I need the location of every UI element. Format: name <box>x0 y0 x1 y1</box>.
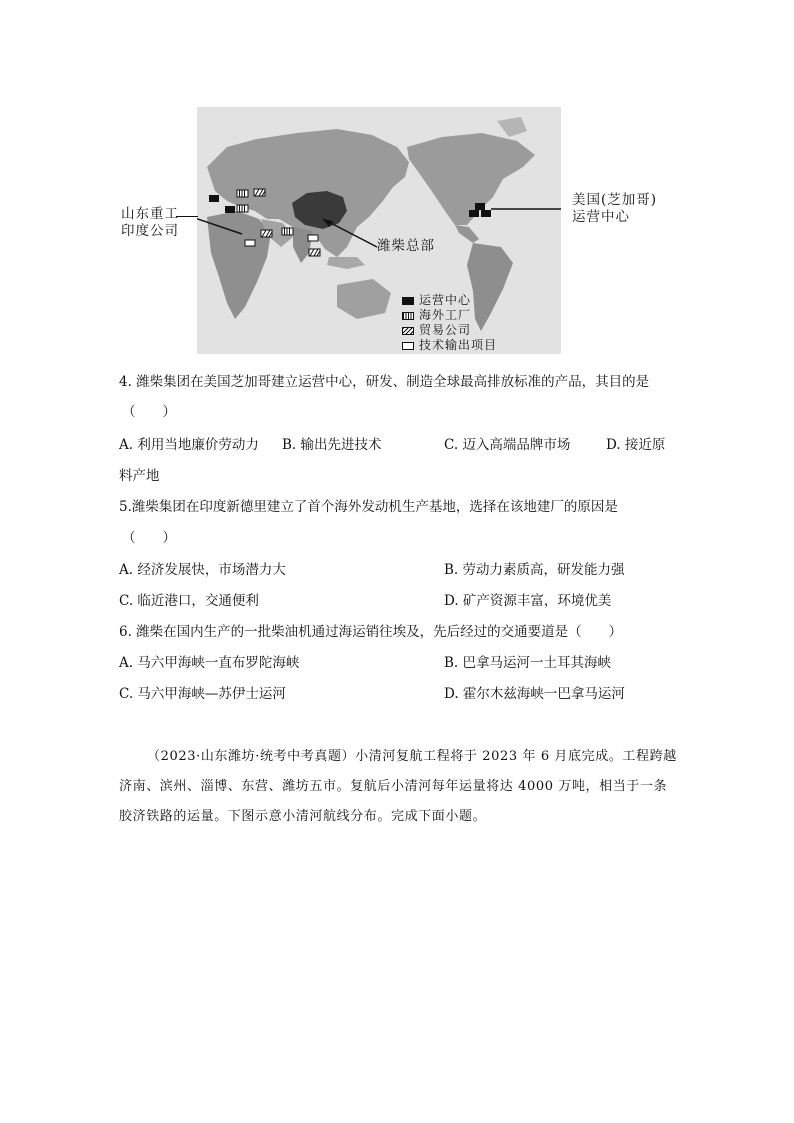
legend-item: 运营中心 <box>402 293 471 307</box>
india-company-label: 山东重工 印度公司 <box>121 206 179 239</box>
question-6-option-a[interactable]: A. 马六甲海峡一直布罗陀海峡 <box>119 655 300 671</box>
legend-item: 海外工厂 <box>402 308 471 322</box>
usa-center-label: 美国(芝加哥) 运营中心 <box>572 192 658 225</box>
question-5-stem: 5.潍柴集团在印度新德里建立了首个海外发动机生产基地，选择在该地建厂的原因是 <box>119 499 618 515</box>
question-4-stem: 4. 潍柴集团在美国芝加哥建立运营中心，研发、制造全球最高排放标准的产品，其目的是 <box>119 374 650 390</box>
question-5-option-a[interactable]: A. 经济发展快，市场潜力大 <box>119 562 286 578</box>
map-legend <box>402 289 522 353</box>
operation-center-marker <box>209 195 219 202</box>
operation-center-marker <box>469 210 479 217</box>
question-6-stem: 6. 潍柴在国内生产的一批柴油机通过海运销往埃及，先后经过的交通要道是（ ） <box>119 624 623 640</box>
striped-swatch-icon <box>402 312 414 320</box>
question-4-option-d-wrap: 料产地 <box>119 468 160 484</box>
trade-company-marker <box>254 189 265 196</box>
question-5-option-d[interactable]: D. 矿产资源丰富，环境优美 <box>444 593 612 609</box>
question-4-blank: （ ） <box>122 404 176 420</box>
legend-item: 贸易公司 <box>402 323 471 337</box>
world-map-figure <box>197 107 561 354</box>
operation-center-marker <box>475 203 485 210</box>
question-6-option-b[interactable]: B. 巴拿马运河一土耳其海峡 <box>444 655 612 671</box>
question-5-option-c[interactable]: C. 临近港口，交通便利 <box>119 593 259 609</box>
trade-company-marker <box>309 249 320 256</box>
hq-label: 潍柴总部 <box>377 238 435 254</box>
overseas-factory-marker <box>237 205 248 212</box>
overseas-factory-marker <box>237 190 248 197</box>
question-4-option-a[interactable]: A. 利用当地廉价劳动力 <box>119 437 259 453</box>
operation-center-marker <box>225 206 235 213</box>
question-5-option-b[interactable]: B. 劳动力素质高，研发能力强 <box>444 562 625 578</box>
india-label-connector <box>176 216 198 217</box>
overseas-factory-marker <box>282 228 293 235</box>
trade-company-marker <box>261 230 272 237</box>
intro-paragraph-line-1: （2023·山东潍坊·统考中考真题）小清河复航工程将于 2023 年 6 月底完成。工程跨越 <box>147 749 677 764</box>
question-5-blank: （ ） <box>122 530 176 546</box>
question-4-option-b[interactable]: B. 输出先进技术 <box>282 437 382 453</box>
question-6-option-d[interactable]: D. 霍尔木兹海峡一巴拿马运河 <box>444 686 625 702</box>
legend-item: 技术输出项目 <box>402 338 497 352</box>
question-6-option-c[interactable]: C. 马六甲海峡—苏伊士运河 <box>119 686 286 702</box>
operation-center-marker <box>481 210 491 217</box>
solid-swatch-icon <box>402 297 414 305</box>
tech-export-marker <box>308 235 318 241</box>
intro-paragraph-line-2: 济南、滨州、淄博、东营、潍坊五市。复航后小清河每年运量将达 4000 万吨，相当于一条 <box>119 779 668 794</box>
question-4-option-c[interactable]: C. 迈入高端品牌市场 <box>444 437 571 453</box>
empty-swatch-icon <box>402 342 414 350</box>
question-4-option-d[interactable]: D. 接近原 <box>606 437 666 453</box>
hatched-swatch-icon <box>402 327 414 335</box>
intro-paragraph-line-3: 胶济铁路的运量。下图示意小清河航线分布。完成下面小题。 <box>119 809 487 824</box>
tech-export-marker <box>245 240 255 246</box>
